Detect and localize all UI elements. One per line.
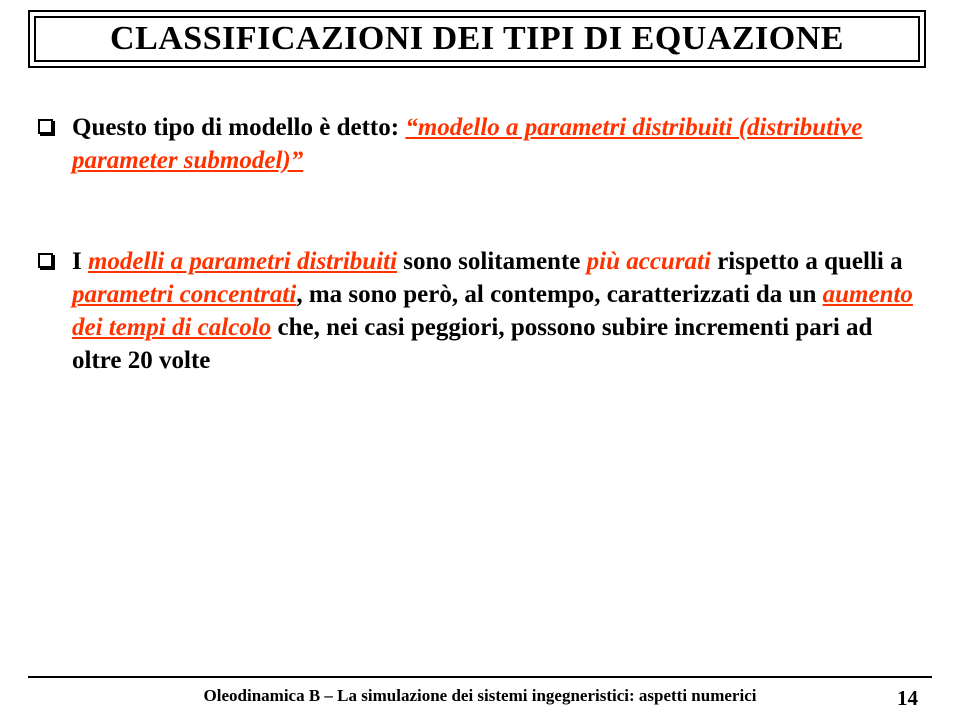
bullet-1-text-a: Questo tipo di modello è detto: — [72, 114, 406, 141]
slide-title: CLASSIFICAZIONI DEI TIPI DI EQUAZIONE — [110, 20, 844, 57]
bullet-2-text — [72, 245, 918, 377]
bullet-2-text-b: sono solitamente — [397, 248, 587, 275]
footer-text: Oleodinamica B – La simulazione dei sistemi ingegneristici: aspetti numerici — [203, 686, 757, 705]
bullet-2-text-e: che, nei casi peggiori, possono subire incrementi pari ad oltre 20 volte — [72, 314, 873, 374]
bullet-2-text-d: , ma sono però, al contempo, caratterizzati da un — [296, 281, 823, 308]
page-number: 14 — [897, 686, 918, 710]
footer-divider — [28, 676, 932, 678]
bullet-2 — [38, 245, 918, 377]
checkbox-bullet-icon — [38, 253, 53, 268]
title-box — [28, 10, 926, 68]
bullet-2-highlight-c: parametri concentrati — [72, 281, 297, 308]
bullet-2-text-c: rispetto a quelli a — [710, 248, 903, 275]
title-frame — [34, 16, 920, 62]
bullet-1 — [38, 111, 918, 177]
bullet-1-text — [72, 111, 918, 177]
bullet-2-highlight-a: modelli a parametri distribuiti — [87, 248, 398, 275]
checkbox-bullet-icon — [38, 119, 53, 134]
bullet-2-highlight-b: più accurati — [586, 248, 711, 275]
bullet-2-text-a: I — [72, 248, 88, 275]
bullet-1-highlight: “modello a parametri distribuiti (distributive parameter submodel)” — [72, 114, 863, 174]
bullet-2-highlight-d: aumento dei tempi di calcolo — [72, 281, 913, 341]
